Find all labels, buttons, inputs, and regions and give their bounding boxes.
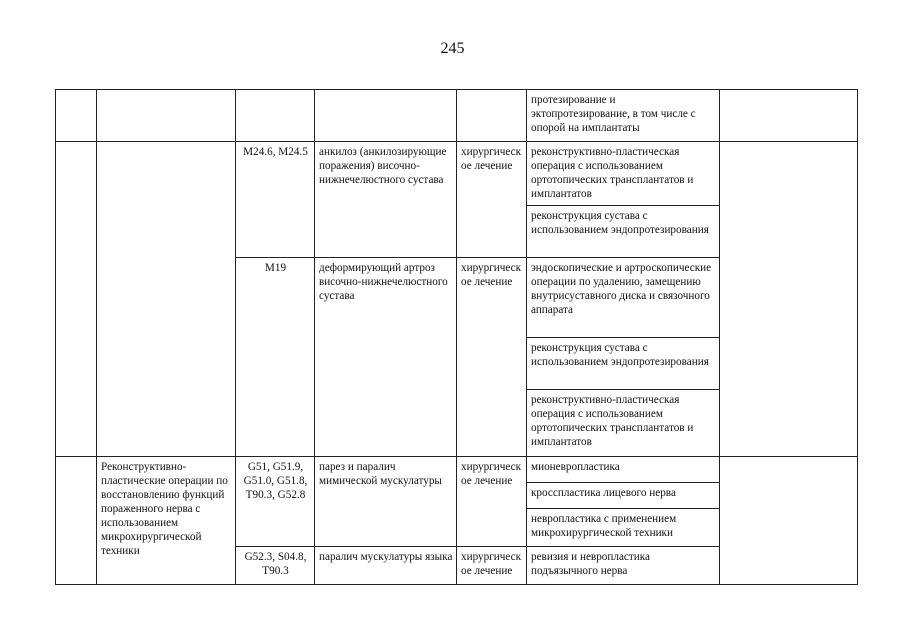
treatment-cell: [457, 90, 527, 142]
diagnosis-cell: паралич мускулатуры языка: [315, 547, 457, 585]
code-cell: G51, G51.9, G51.0, G51.8, T90.3, G52.8: [236, 457, 315, 547]
code-cell: M19: [236, 258, 315, 457]
code-cell: G52.3, S04.8, T90.3: [236, 547, 315, 585]
method-cell: реконструкция сустава с использованием эндопротезирования: [527, 338, 720, 390]
method-cell: эндоскопические и артроскопические операции по удалению, замещению внутрисуставного диска и связочного аппарата: [527, 258, 720, 338]
medical-care-table: [55, 89, 858, 585]
method-cell: невропластика с применением микрохирургической техники: [527, 509, 720, 547]
diagnosis-cell: анкилоз (анкилозирующие поражения) височно-нижнечелюстного сустава: [315, 142, 457, 258]
index-cell: [56, 142, 97, 457]
method-cell: реконструкция сустава с использованием эндопротезирования: [527, 206, 720, 258]
extra-cell: [720, 90, 858, 142]
code-cell: [236, 90, 315, 142]
table-row: [56, 457, 858, 483]
method-cell: ревизия и невропластика подъязычного нерва: [527, 547, 720, 585]
table-row: [56, 90, 858, 142]
name-cell: [97, 90, 236, 142]
diagnosis-cell: [315, 90, 457, 142]
code-cell: M24.6, M24.5: [236, 142, 315, 258]
treatment-cell: хирургическ ое лечение: [457, 457, 527, 547]
method-cell: мионевропластика: [527, 457, 720, 483]
treatment-cell: хирургическ ое лечение: [457, 142, 527, 258]
diagnosis-cell: парез и паралич мимической мускулатуры: [315, 457, 457, 547]
method-cell: реконструктивно-пластическая операция с использованием ортотопических трансплантатов и имплантатов: [527, 390, 720, 457]
name-cell: Реконструктивно-пластические операции по восстановлению функций пораженного нерва с использованием микрохирургической техники: [97, 457, 236, 585]
treatment-cell: хирургическ ое лечение: [457, 258, 527, 457]
index-cell: [56, 90, 97, 142]
name-cell: [97, 142, 236, 457]
method-cell: реконструктивно-пластическая операция с использованием ортотопических трансплантатов и имплантатов: [527, 142, 720, 206]
extra-cell: [720, 142, 858, 457]
treatment-cell: хирургическ ое лечение: [457, 547, 527, 585]
page-number: 245: [440, 40, 465, 57]
extra-cell: [720, 457, 858, 585]
table-row: [56, 142, 858, 206]
method-cell: кросспластика лицевого нерва: [527, 483, 720, 509]
diagnosis-cell: деформирующий артроз височно-нижнечелюстного сустава: [315, 258, 457, 457]
method-cell: протезирование и эктопротезирование, в том числе с опорой на имплантаты: [527, 90, 720, 142]
index-cell: [56, 457, 97, 585]
